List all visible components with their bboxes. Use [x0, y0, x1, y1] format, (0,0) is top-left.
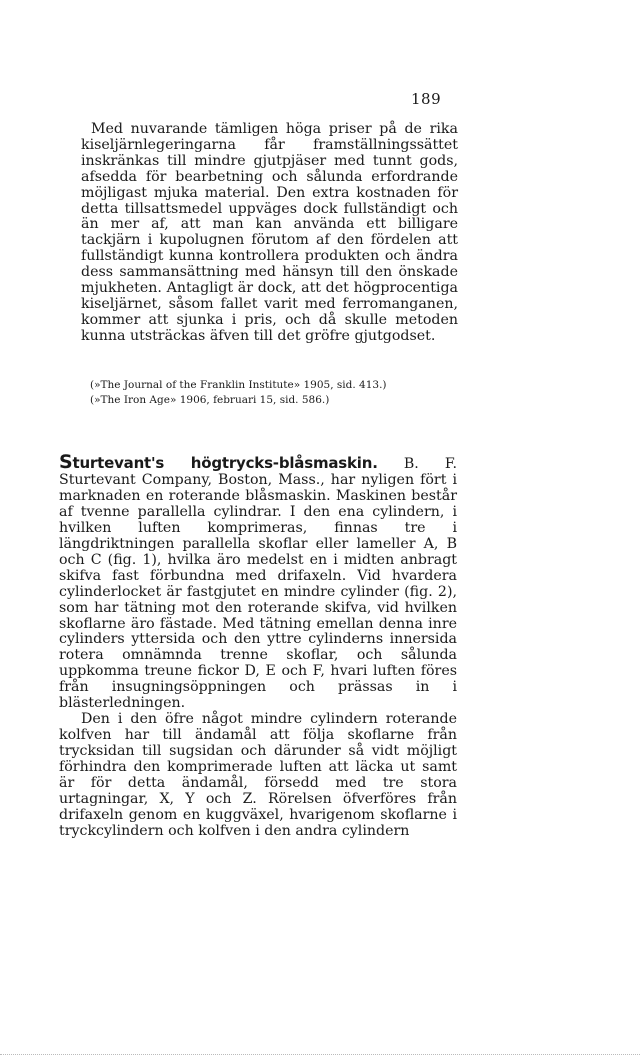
bottom-divider: [0, 1054, 640, 1055]
intro-section: [81, 122, 458, 345]
article-title-rest: turtevant's högtrycks-blåsmaskin.: [72, 454, 378, 472]
article-first-paragraph-text: B. F. Sturtevant Company, Boston, Mass., har nyligen fört i marknaden en roterande blåsmaskin. Maskinen består af tvenne parallella cylindrar. I den ena cylindern, i hvilken luften komprimeras, finnas tre i längdriktningen parallella skoflar eller lameller A, B och C (fig. 1), hvilka äro medelst en i midten anbragt skifva fast förbundna med drifaxeln. Vid hvardera cylinderlocket är fastgjutet en mindre cylinder (fig. 2), som har tätning mot den roterande skifva, vid hvilken skoflarne äro fästade. Med tätning emellan denna inre cylinders yttersida och den yttre cylinderns innersida rotera omnämnda trenne skoflar, och sålunda uppkomma treune fickor D, E och F, hvari luften föres från insugningsöppningen och prässas in i blästerledningen.: [59, 456, 457, 712]
source-reference-1: (»The Journal of the Franklin Institute» 1905, sid. 413.): [90, 379, 387, 391]
article-title-initial: S: [59, 451, 73, 473]
page-number: 189: [411, 90, 442, 108]
article-title: [59, 451, 378, 473]
article-first-paragraph: [59, 451, 457, 712]
source-reference-2: (»The Iron Age» 1906, februari 15, sid. 586.): [90, 394, 330, 406]
source-references: [90, 378, 460, 408]
article-section: [59, 451, 457, 840]
article-second-paragraph: Den i den öfre något mindre cylindern roterande kolfven har till ändamål att följa skoflarne från trycksidan till sugsidan och därunder så vidt möjligt förhindra den komprimerade luften att läcka ut samt är för detta ändamål, försedd med tre stora urtagningar, X, Y och Z. Rörelsen öfverföres från drifaxeln genom en kuggväxel, hvarigenom skoflarne i tryckcylindern och kolfven i den andra cylindern: [59, 711, 457, 839]
intro-paragraph: Med nuvarande tämligen höga priser på de rika kiseljärnlegeringarna får framställningssättet inskränkas till mindre gjutpjäser med tunnt gods, afsedda för bearbetning och sålunda erfordrande möjligast mjuka material. Den extra kostnaden för detta tillsattsmedel uppväges dock fullständigt och än mer af, att man kan använda ett billigare tackjärn i kupolugnen förutom af den fördelen att fullständigt kunna kontrollera produkten och ändra dess sammansättning med hänsyn till den önskade mjukheten. Antagligt är dock, att det högprocentiga kiseljärnet, såsom fallet varit med ferromanganen, kommer att sjunka i pris, och då skulle metoden kunna utsträckas äfven till det gröfre gjutgodset.: [81, 121, 458, 344]
